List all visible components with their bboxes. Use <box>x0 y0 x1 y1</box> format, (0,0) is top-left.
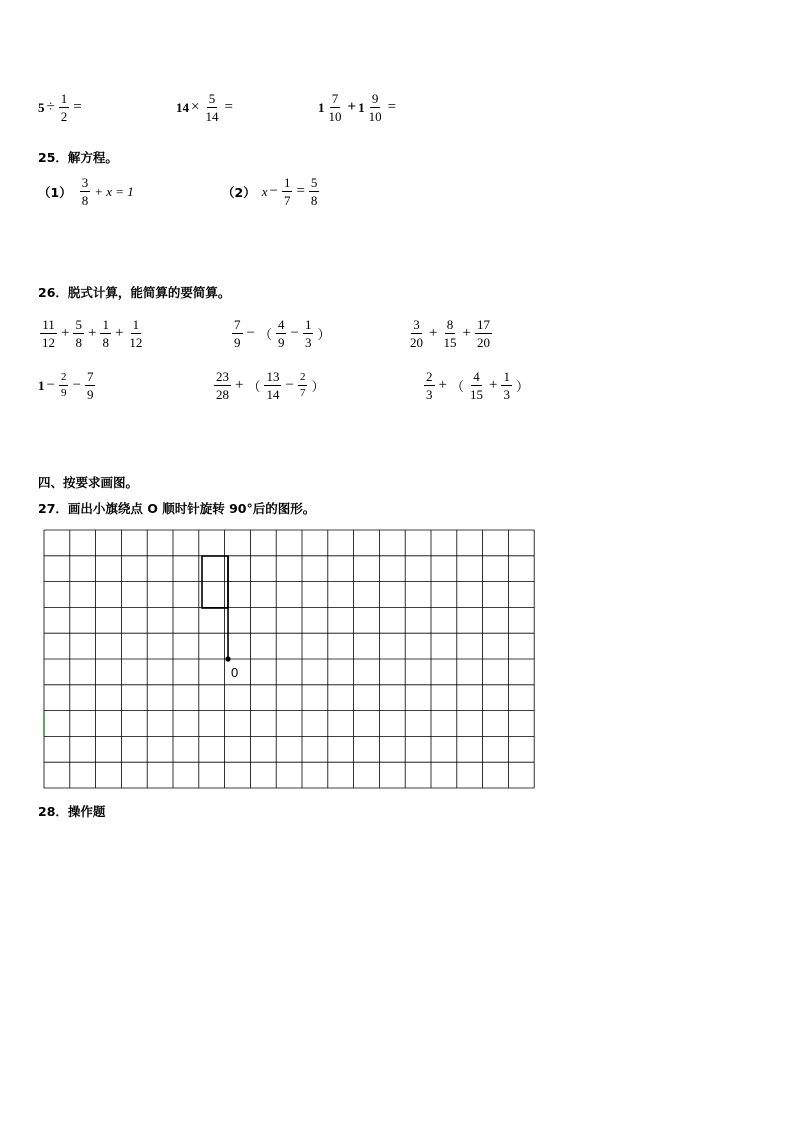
fraction: $\frac{1}{7}$ <box>283 175 291 208</box>
fraction: $\frac{2}{9}$ <box>60 371 67 399</box>
fraction: $\frac{7}{10}$ <box>328 91 342 124</box>
fraction: $\frac{23}{28}$ <box>216 369 229 402</box>
fraction: $\frac{4}{9}$ <box>277 317 285 350</box>
q26-expr-c: $\frac{3}{20}$ + $\frac{8}{15}$ + $\frac{17}{20}$ <box>410 317 490 350</box>
grid-lines <box>44 530 534 788</box>
fraction: $\frac{3}{8}$ <box>81 175 89 208</box>
fraction: $\frac{13}{14}$ <box>266 369 280 402</box>
flag <box>202 556 228 659</box>
fraction: $\frac{3}{20}$ <box>410 317 423 350</box>
expr-14-times: 14 × $\frac{5}{14}$ = <box>176 91 233 124</box>
fraction: $\frac{4}{15}$ <box>469 369 483 402</box>
fraction: $\frac{2}{3}$ <box>426 369 433 402</box>
fraction: $\frac{1}{12}$ <box>129 317 143 350</box>
fraction: $\frac{17}{20}$ <box>476 317 490 350</box>
fraction: $\frac{1}{2}$ <box>60 91 68 124</box>
q27-title: 27．画出小旗绕点 O 顺时针旋转 90°后的图形。 <box>38 501 316 516</box>
fraction: $\frac{8}{15}$ <box>443 317 457 350</box>
fraction: $\frac{11}{12}$ <box>42 317 55 350</box>
q26-expr-f: $\frac{2}{3}$ + （ $\frac{4}{15}$ + $\frac{1}{3}$ ） <box>426 369 529 402</box>
q26-expr-b: $\frac{7}{9}$ − （ $\frac{4}{9}$ − $\frac{1}{3}$ ） <box>234 317 331 350</box>
expr-5-div-half: 5 ÷ $\frac{1}{2}$ = <box>38 91 82 124</box>
expr-mixed-sum: 1 $\frac{7}{10}$ + 1 $\frac{9}{10}$ = <box>318 91 397 124</box>
fraction: $\frac{5}{8}$ <box>310 175 318 208</box>
q26-expr-d: 1 − $\frac{2}{9}$ − $\frac{7}{9}$ <box>38 369 94 402</box>
q25-part1: （1） $\frac{3}{8}$ + x = 1 <box>38 175 134 208</box>
q26-expr-a: $\frac{11}{12}$ + $\frac{5}{8}$ + $\frac{1}{8}$ + $\frac{1}{12}$ <box>42 317 143 350</box>
section4-title: 四、按要求画图。 <box>38 475 139 490</box>
fraction: $\frac{1}{3}$ <box>503 369 510 402</box>
point-o-label: 0 <box>231 665 239 680</box>
q25-title: 25．解方程。 <box>38 150 118 165</box>
fraction: $\frac{5}{8}$ <box>75 317 82 350</box>
q26-title: 26．脱式计算，能简算的要简算。 <box>38 285 231 300</box>
flag-banner <box>202 556 228 608</box>
point-o <box>225 656 230 661</box>
fraction: $\frac{5}{14}$ <box>205 91 219 124</box>
q25-part2: （2） x − $\frac{1}{7}$ = $\frac{5}{8}$ <box>222 175 318 208</box>
q26-expr-e: $\frac{23}{28}$ + （ $\frac{13}{14}$ − $\frac{2}{7}$ ） <box>216 369 325 402</box>
fraction: $\frac{1}{3}$ <box>304 317 312 350</box>
fraction: $\frac{7}{9}$ <box>234 317 241 350</box>
fraction: $\frac{2}{7}$ <box>299 371 306 399</box>
fraction: $\frac{9}{10}$ <box>368 91 382 124</box>
fraction: $\frac{1}{8}$ <box>102 317 109 350</box>
fraction: $\frac{7}{9}$ <box>86 369 94 402</box>
q28-title: 28．操作题 <box>38 804 106 819</box>
